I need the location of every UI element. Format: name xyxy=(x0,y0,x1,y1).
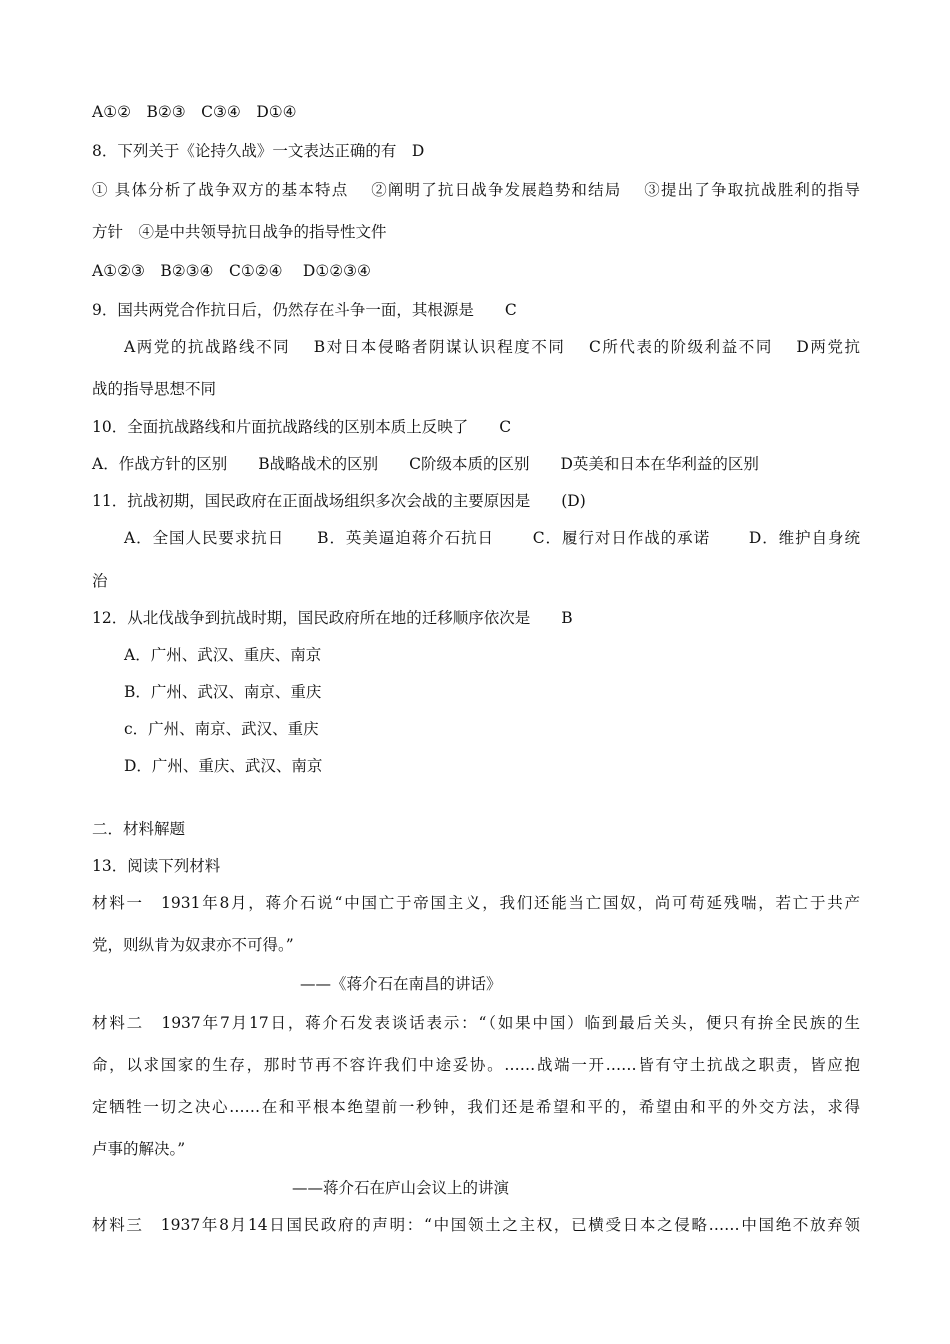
q9-stem: 9．国共两党合作抗日后，仍然存在斗争一面，其根源是 C xyxy=(92,301,517,319)
q8-options: A①②③ B②③④ C①②④ D①②③④ xyxy=(92,262,371,280)
material2-line4: 卢事的解决。” xyxy=(92,1140,186,1158)
material1-line1: 材料一 1931年8月，蒋介石说“中国亡于帝国主义，我们还能当亡国奴，尚可苟延残喘，若亡于共产 xyxy=(92,894,860,912)
q11-options-line1: A．全国人民要求抗日 B．英美逼迫蒋介石抗日 C．履行对日作战的承诺 D．维护自身统 xyxy=(124,529,860,547)
material2-source: ——蒋介石在庐山会议上的讲演 xyxy=(292,1179,510,1197)
material1-line2: 党，则纵肯为奴隶亦不可得。” xyxy=(92,936,294,954)
q11-stem: 11．抗战初期，国民政府在正面战场组织多次会战的主要原因是 (D) xyxy=(92,492,586,510)
material3-line1: 材料三 1937年8月14日国民政府的声明：“中国领土之主权，已横受日本之侵略……中国绝不放弃领 xyxy=(92,1216,860,1234)
q12-option-d: D．广州、重庆、武汉、南京 xyxy=(124,757,323,775)
q12-option-a: A．广州、武汉、重庆、南京 xyxy=(124,646,322,664)
q9-options-line1: A两党的抗战路线不同 B对日本侵略者阴谋认识程度不同 C所代表的阶级利益不同 D两党抗 xyxy=(124,338,860,356)
q10-options: A．作战方针的区别 B战略战术的区别 C阶级本质的区别 D英美和日本在华利益的区别 xyxy=(92,455,759,473)
q12-option-c: c．广州、南京、武汉、重庆 xyxy=(124,720,319,738)
material2-line2: 命，以求国家的生存，那时节再不容许我们中途妥协。……战端一开……皆有守土抗战之职责，皆应抱 xyxy=(92,1056,860,1074)
material2-line1: 材料二 1937年7月17日，蒋介石发表谈话表示：“（如果中国）临到最后关头，便只有拚全民族的生 xyxy=(92,1014,860,1032)
q8-stem: 8．下列关于《论持久战》一文表达正确的有 D xyxy=(92,142,425,160)
q9-options-line2: 战的指导思想不同 xyxy=(92,380,217,398)
q13-stem: 13．阅读下列材料 xyxy=(92,857,221,875)
q12-stem: 12．从北伐战争到抗战时期，国民政府所在地的迁移顺序依次是 B xyxy=(92,609,573,627)
q7-options: A①② B②③ C③④ D①④ xyxy=(92,103,297,121)
q11-options-line2: 治 xyxy=(92,572,108,590)
material1-source: ——《蒋介石在南昌的讲话》 xyxy=(300,975,502,993)
material2-line3: 定牺牲一切之决心……在和平根本绝望前一秒钟，我们还是希望和平的，希望由和平的外交方法，求得 xyxy=(92,1098,860,1116)
q10-stem: 10．全面抗战路线和片面抗战路线的区别本质上反映了 C xyxy=(92,418,512,436)
section2-title: 二．材料解题 xyxy=(92,820,186,838)
q8-items-line2: 方针 ④是中共领导抗日战争的指导性文件 xyxy=(92,223,387,241)
q8-items-line1: ① 具体分析了战争双方的基本特点 ②阐明了抗日战争发展趋势和结局 ③提出了争取抗战胜利的指导 xyxy=(92,181,860,199)
q12-option-b: B．广州、武汉、南京、重庆 xyxy=(124,683,322,701)
